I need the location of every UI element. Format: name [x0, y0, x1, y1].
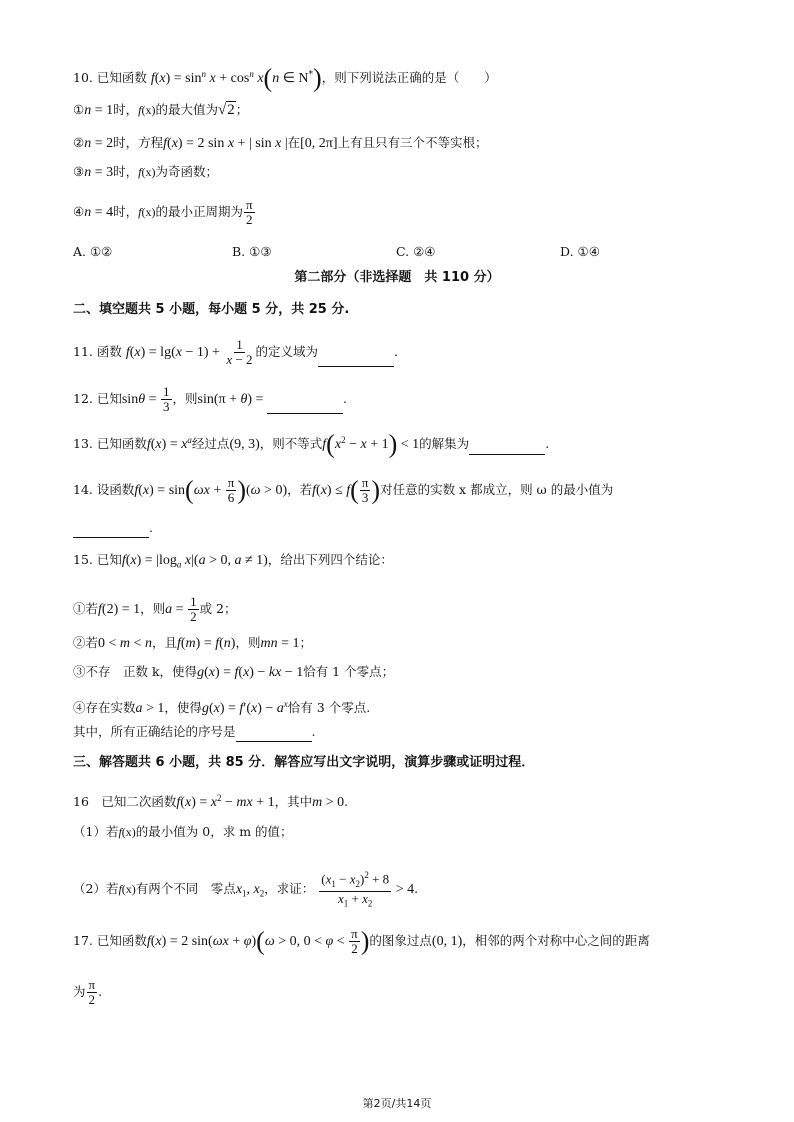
q11: 11. 函数 f(x) = lg(x − 1) + $\frac{1}{x - 2}$ 的定义域为 . [73, 337, 399, 367]
page-footer: 第2页/共14页 [362, 1097, 432, 1110]
q14-answer-line: . [73, 518, 153, 538]
q10-statement-4: ④n = 4时，f(x)的最小正周期为 $\frac{\pi}{2}$ [73, 197, 253, 227]
q15-conclusion-4: ④存在实数a > 1，使得$g(x) = f'(x) - a^x$恰有 3 个零点. [73, 699, 371, 717]
q15-final: 其中，所有正确结论的序号是 . [73, 722, 316, 742]
q10-statement-2: ②n = 2时，方程f(x) = 2 sin x + | sin x |在[0, 2π]上有且只有三个不等实根； [73, 135, 488, 151]
q11-answer-blank[interactable] [318, 352, 394, 367]
q14: 14. 设函数f(x) = sin(ωx + $\frac{\pi}{6}$ )(ω > 0)，若f(x) ≤ f( $\frac{\pi}{3}$ )对任意的实数 x 都成立，则 ω 的最小值为 [73, 475, 614, 505]
section2-title: 二、填空题共 5 小题，每小题 5 分，共 25 分. [73, 302, 350, 317]
q10-option-b: B. ①③ [232, 244, 272, 259]
q10-statement-1: ①n = 1时，f(x)的最大值为√2； [73, 102, 249, 118]
q14-answer-blank[interactable] [73, 523, 149, 538]
q10-option-d: D. ①④ [560, 244, 600, 259]
q15-stem: 15. 已知$f(x) = |\log_a$ x|(a > 0, a ≠ 1)，给出下列四个结论： [73, 552, 393, 570]
q13: 13. 已知函数$f(x) = x^a$经过点(9, 3)，则不等式$f(x^2 - x + 1) < 1$的解集为 . [73, 429, 550, 459]
q12-answer-blank[interactable] [267, 399, 343, 414]
q10-stem: 10. 已知函数 $f(x) = \sin^n x + \cos^n x(n$ ∈ N*)，则下列说法正确的是（ ） [73, 63, 497, 93]
q15-answer-blank[interactable] [236, 727, 312, 742]
q16-part-2: （2）若f(x)有两个不同 零点$x_1$, $x_2$，求证： $\frac{(x_1 - x_2)^2 + 8}{x_1 + x_2}$ > 4. [73, 870, 419, 909]
q15-conclusion-3: ③不存 正数 k，使得g(x) = f(x) − kx − 1恰有 1 个零点； [73, 664, 395, 680]
q12: 12. 已知sinθ = $\frac{1}{3}$ ，则sin(π + θ) = . [73, 384, 347, 414]
q15-conclusion-2: ②若0 < m < n，且f(m) = f(n)，则mn = 1； [73, 635, 313, 651]
q13-answer-blank[interactable] [469, 440, 545, 455]
q17-stem: 17. 已知函数f(x) = 2 sin(ωx + φ)(ω > 0, 0 < φ < $\frac{\pi}{2}$ )的图象过点(0, 1)，相邻的两个对称中心之间的距离 [73, 926, 650, 956]
q16-part-1: （1）若f(x)的最小值为 0，求 m 的值； [73, 824, 293, 839]
part2-title: 第二部分（非选择题 共 110 分） [294, 270, 500, 285]
q16-stem: 16 已知二次函数$f(x) = x^2$ − mx + 1，其中m > 0. [73, 793, 349, 811]
q15-conclusion-1: ①若f(2) = 1，则a = $\frac{1}{2}$ 或 2； [73, 594, 237, 624]
section3-title: 三、解答题共 6 小题，共 85 分．解答应写出文字说明，演算步骤或证明过程． [73, 755, 535, 770]
q10-option-c: C. ②④ [396, 244, 436, 259]
q10-option-a: A. ①② [73, 244, 113, 259]
q10-statement-3: ③n = 3时，f(x)为奇函数； [73, 164, 218, 180]
q17-line2: 为 $\frac{\pi}{2}$ . [73, 977, 103, 1007]
